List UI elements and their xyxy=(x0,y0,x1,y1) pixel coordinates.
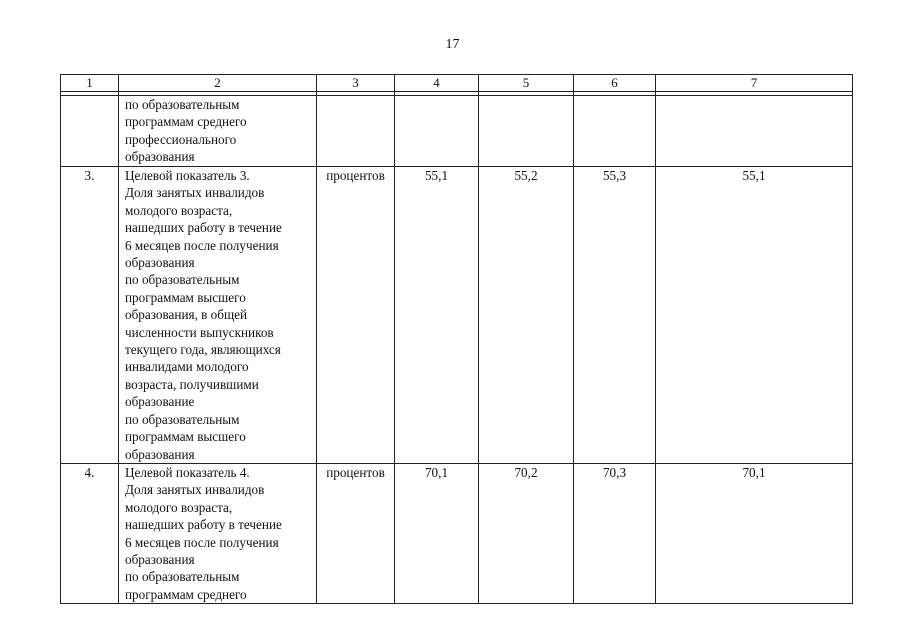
value-cell-col5 xyxy=(479,96,574,167)
column-header-2: 2 xyxy=(119,75,317,92)
value-cell-col5: 70,2 xyxy=(479,463,574,603)
description-line: по образовательным xyxy=(125,272,240,288)
column-header-7: 7 xyxy=(656,75,853,92)
value-cell-col6 xyxy=(574,96,656,167)
table-row-indicator-4 xyxy=(61,463,853,603)
value-cell-col4 xyxy=(395,96,479,167)
table-row-continuation xyxy=(61,96,853,167)
indicator-description-cell xyxy=(119,167,317,464)
indicator-description-cell xyxy=(119,463,317,603)
value-cell-col4: 55,1 xyxy=(395,167,479,464)
description-line: образования xyxy=(125,255,195,271)
description-line: образования xyxy=(125,446,195,462)
value-cell-col7 xyxy=(656,96,853,167)
unit-cell: процентов xyxy=(317,167,395,464)
value-cell-col5: 55,2 xyxy=(479,167,574,464)
value-cell-col6: 70,3 xyxy=(574,463,656,603)
description-line: текущего года, являющихся xyxy=(125,342,281,358)
column-header-1: 1 xyxy=(61,75,119,92)
indicators-table xyxy=(60,74,853,604)
description-line: Доля занятых инвалидов xyxy=(125,482,265,498)
description-line: программам среднего xyxy=(125,114,247,130)
column-number-row xyxy=(61,75,853,92)
description-line: программам высшего xyxy=(125,429,246,445)
description-line: 6 месяцев после получения xyxy=(125,534,279,550)
description-line: образования xyxy=(125,551,195,567)
value-cell-col7: 70,1 xyxy=(656,463,853,603)
row-number-cell: 3. xyxy=(61,167,119,464)
description-line: образование xyxy=(125,394,195,410)
value-cell-col6: 55,3 xyxy=(574,167,656,464)
column-header-3: 3 xyxy=(317,75,395,92)
row-number-cell xyxy=(61,96,119,167)
description-line: образования, в общей xyxy=(125,307,248,323)
description-line: нашедших работу в течение xyxy=(125,517,282,533)
table-row-indicator-3 xyxy=(61,167,853,464)
description-line: профессионального xyxy=(125,131,237,147)
value-cell-col7: 55,1 xyxy=(656,167,853,464)
description-line: Доля занятых инвалидов xyxy=(125,185,265,201)
description-line: Целевой показатель 4. xyxy=(125,464,250,480)
description-line: по образовательным xyxy=(125,97,240,112)
description-line: Целевой показатель 3. xyxy=(125,168,250,183)
description-line: численности выпускников xyxy=(125,324,274,340)
row-number-cell: 4. xyxy=(61,463,119,603)
value-cell-col4: 70,1 xyxy=(395,463,479,603)
description-line: возраста, получившими xyxy=(125,376,259,392)
column-header-6: 6 xyxy=(574,75,656,92)
description-line: инвалидами молодого xyxy=(125,359,249,375)
description-line: по образовательным xyxy=(125,411,240,427)
unit-cell xyxy=(317,96,395,167)
description-line: молодого возраста, xyxy=(125,499,233,515)
unit-cell: процентов xyxy=(317,463,395,603)
description-line: молодого возраста, xyxy=(125,202,233,218)
description-line: образования xyxy=(125,149,195,165)
description-line: нашедших работу в течение xyxy=(125,220,282,236)
description-line: 6 месяцев после получения xyxy=(125,237,279,253)
description-line: по образовательным xyxy=(125,569,240,585)
column-header-5: 5 xyxy=(479,75,574,92)
page-number: 17 xyxy=(445,37,460,52)
column-header-4: 4 xyxy=(395,75,479,92)
description-line: программам среднего xyxy=(125,586,247,602)
description-line: программам высшего xyxy=(125,289,246,305)
indicator-description-cell xyxy=(119,96,317,167)
